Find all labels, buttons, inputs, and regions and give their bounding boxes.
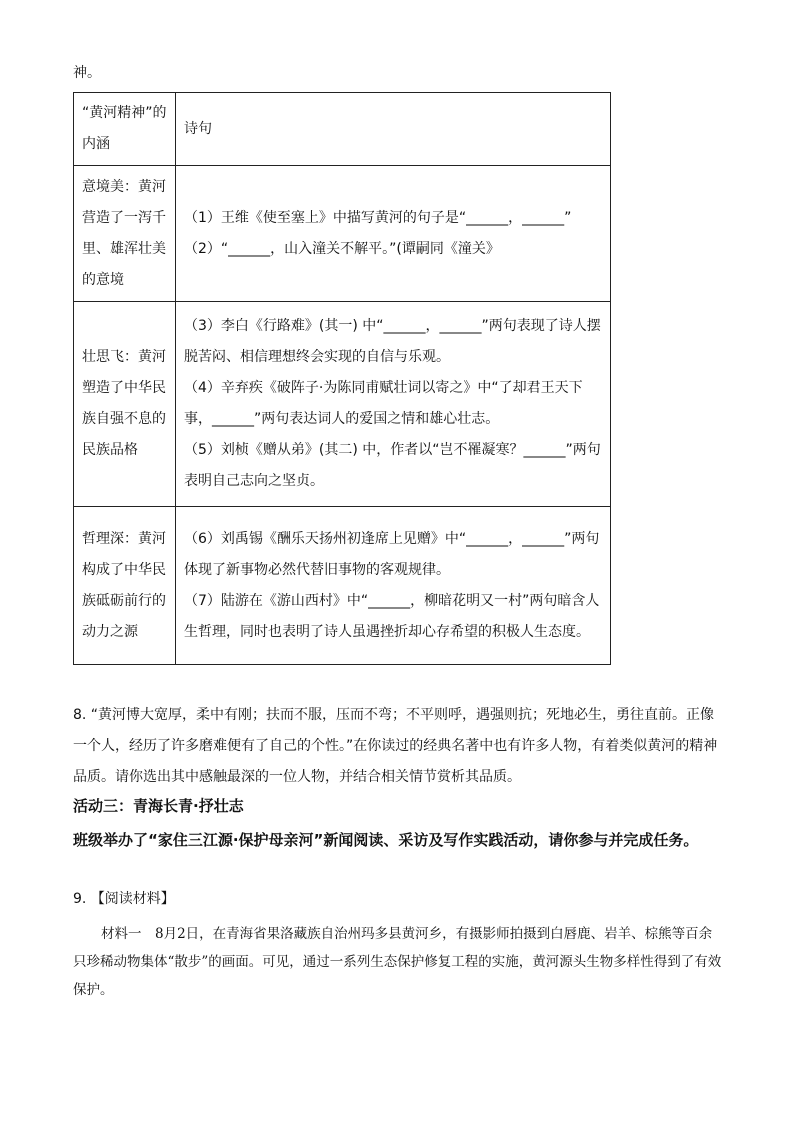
material-1: 材料一 8月2日，在青海省果洛藏族自治州玛多县黄河乡，有摄影师拍摄到白唇鹿、岩羊、棕熊等百余只珍稀动物集体“散步”的画面。可见，通过一系列生态保护修复工程的实施，黄河源头生物多样性得到了有效保护。 [73,926,722,998]
table-header-row [74,93,611,166]
table-row [74,507,611,665]
question-8: 8. “黄河博大宽厚，柔中有刚；扶而不服，压而不弯；不平则呼，遇强则抗；死地必生，勇往直前。正像一个人，经历了许多磨难便有了自己的个性。”在你读过的经典名著中也有许多人物，有着类似黄河的精神品质。请你选出其中感触最深的一位人物，并结合相关情节赏析其品质。 [73,707,718,785]
poem-line: （4）辛弃疾《破阵子·为陈同甫赋壮词以寄之》中“了却君王天下事，______”两句表达词人的爱国之情和雄心壮志。 [184,380,583,427]
poem-line: （3）李白《行路难》(其一) 中“______，______”两句表现了诗人摆脱苦闷、相信理想终会实现的自信与乐观。 [184,318,601,365]
question-9-label: 9. 【阅读材料】 [73,891,175,907]
table-row [74,302,611,507]
table-row [74,166,611,302]
poem-line: （5）刘桢《赠从弟》(其二) 中，作者以“岂不罹凝寒？______”两句表明自己志向之坚贞。 [184,442,601,489]
poem-line: （2）“______，山入潼关不解平。”(谭嗣同《潼关》 [184,240,500,257]
poetry-table [73,92,611,665]
poem-line: （6）刘禹锡《酬乐天扬州初逢席上见赠》中“______，______”两句体现了新事物必然代替旧事物的客观规律。 [184,530,600,578]
poem-line: （1）王维《使至塞上》中描写黄河的句子是“______，______” [184,209,572,226]
poem-cell [176,507,611,665]
spirit-cell: 哲理深：黄河构成了中华民族砥砺前行的动力之源 [74,507,176,665]
header-poems: 诗句 [176,93,611,166]
header-spirit: “黄河精神”的内涵 [74,93,176,166]
activity-3-task: 班级举办了“家住三江源·保护母亲河”新闻阅读、采访及写作实践活动，请你参与并完成任务。 [73,831,699,849]
lead-text: 神。 [73,65,101,81]
activity-3-title: 活动三：青海长青·抒壮志 [73,797,244,815]
spirit-cell: 意境美：黄河营造了一泻千里、雄浑壮美的意境 [74,166,176,302]
poem-line: （7）陆游在《游山西村》中“______，柳暗花明又一村”两句暗含人生哲理，同时也表明了诗人虽遇挫折却心存希望的积极人生态度。 [184,592,600,640]
poem-cell [176,302,611,507]
spirit-cell: 壮思飞：黄河塑造了中华民族自强不息的民族品格 [74,302,176,507]
poem-cell [176,166,611,302]
